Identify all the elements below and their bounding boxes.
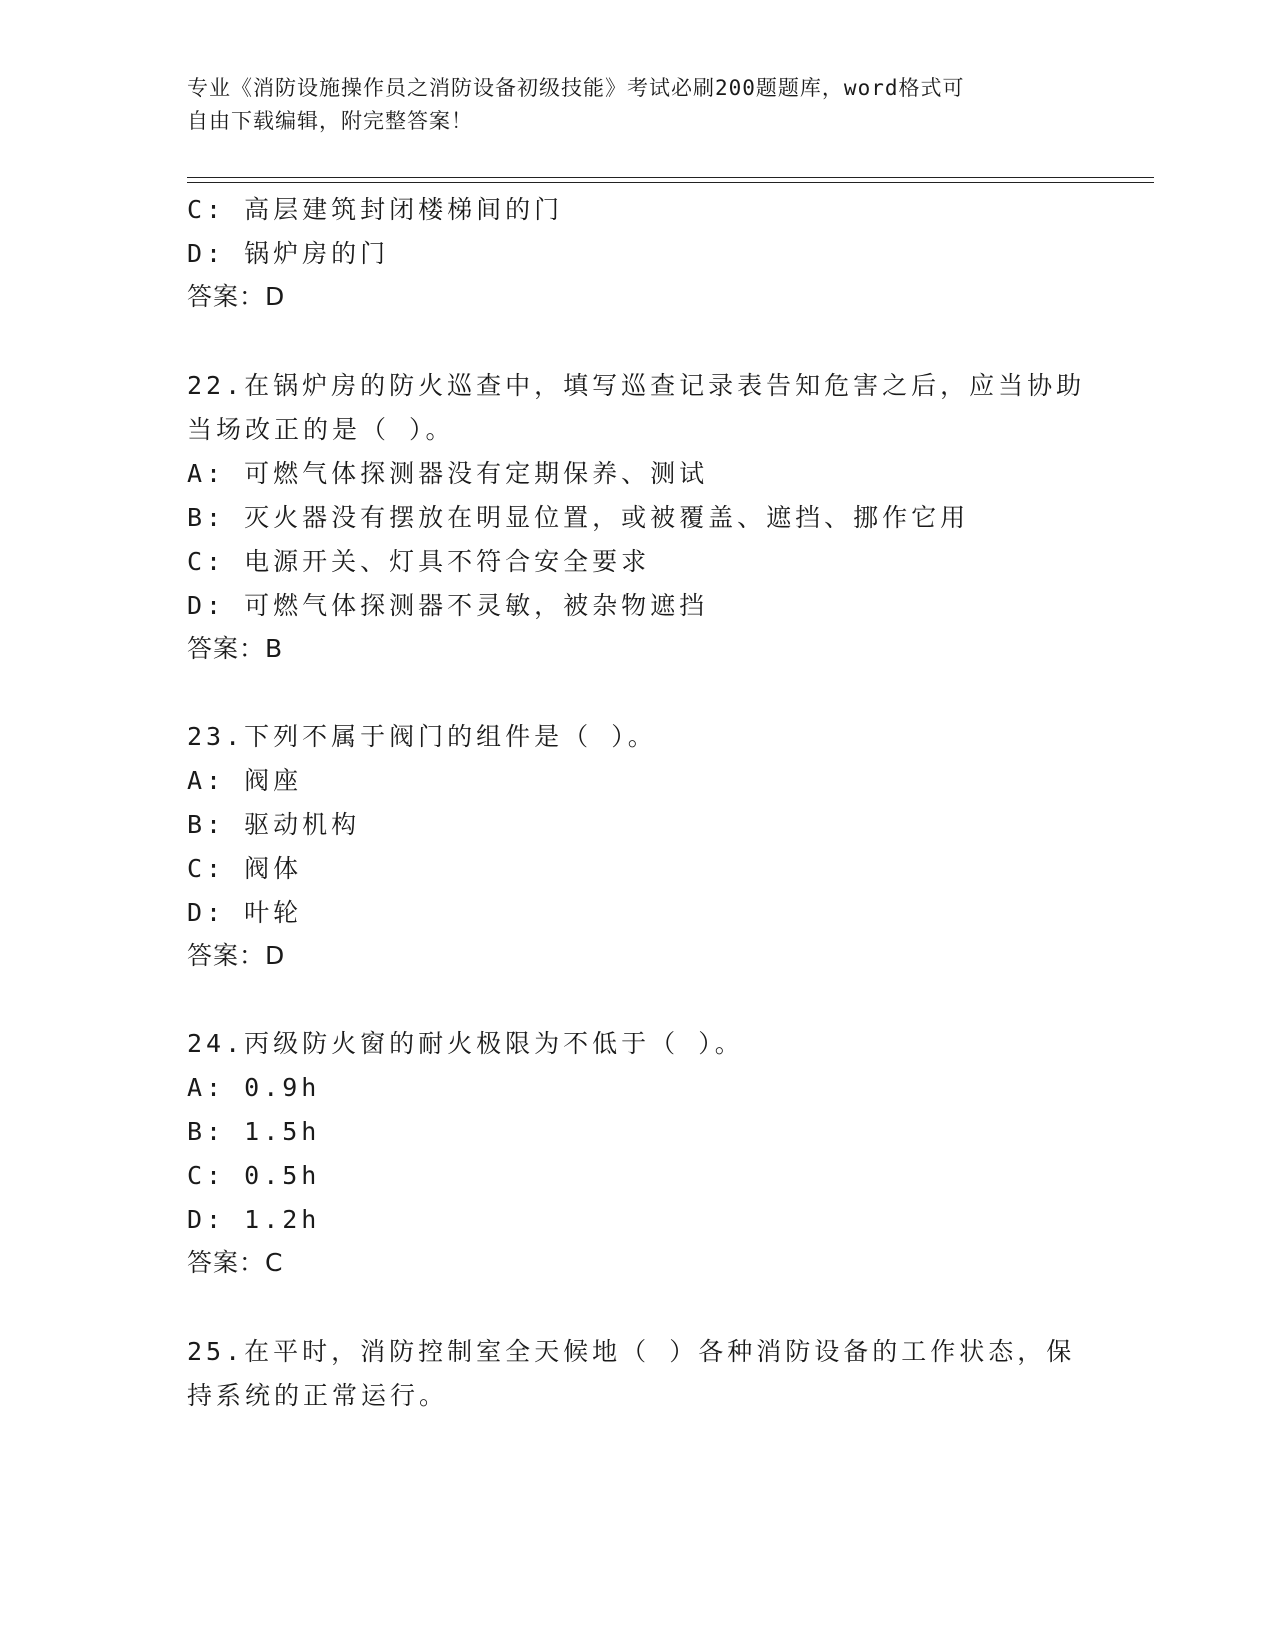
q22-option-a: A: 可燃气体探测器没有定期保养、测试 — [187, 459, 709, 488]
q24-option-a: A: 0.9h — [187, 1073, 321, 1102]
header-line-1: 专业《消防设施操作员之消防设备初级技能》考试必刷200题题库，word格式可 — [187, 76, 965, 100]
q23-option-d: D: 叶轮 — [187, 898, 303, 927]
q24-option-b: B: 1.5h — [187, 1117, 321, 1146]
q22-option-b: B: 灭火器没有摆放在明显位置，或被覆盖、遮挡、挪作它用 — [187, 503, 970, 532]
q21-option-d: D: 锅炉房的门 — [187, 239, 390, 268]
q25-stem-line-1: 25.在平时，消防控制室全天候地（ ）各种消防设备的工作状态，保 — [187, 1337, 1076, 1366]
q23-option-c: C: 阀体 — [187, 854, 303, 883]
q24-stem-line-1: 24.丙级防火窗的耐火极限为不低于（ ）。 — [187, 1029, 744, 1058]
header-divider-bottom — [187, 182, 1154, 183]
q23-answer: 答案：D — [187, 941, 286, 970]
header-divider-top — [187, 177, 1154, 178]
q23-stem-line-1: 23.下列不属于阀门的组件是（ ）。 — [187, 722, 657, 751]
header-line-2: 自由下载编辑，附完整答案！ — [187, 109, 473, 133]
q24-option-c: C: 0.5h — [187, 1161, 321, 1190]
q22-option-c: C: 电源开关、灯具不符合安全要求 — [187, 547, 651, 576]
q22-stem-line-2: 当场改正的是（ ）。 — [187, 415, 455, 444]
q23-option-b: B: 驱动机构 — [187, 810, 361, 839]
q21-answer: 答案：D — [187, 282, 286, 311]
q22-option-d: D: 可燃气体探测器不灵敏，被杂物遮挡 — [187, 591, 709, 620]
document-header — [187, 72, 1087, 138]
q23-option-a: A: 阀座 — [187, 766, 303, 795]
q24-answer: 答案：C — [187, 1248, 284, 1277]
q21-option-c: C: 高层建筑封闭楼梯间的门 — [187, 195, 564, 224]
q22-answer: 答案：B — [187, 634, 284, 663]
q24-option-d: D: 1.2h — [187, 1205, 321, 1234]
q25-stem-line-2: 持系统的正常运行。 — [187, 1381, 449, 1410]
q22-stem-line-1: 22.在锅炉房的防火巡查中，填写巡查记录表告知危害之后，应当协助 — [187, 371, 1086, 400]
